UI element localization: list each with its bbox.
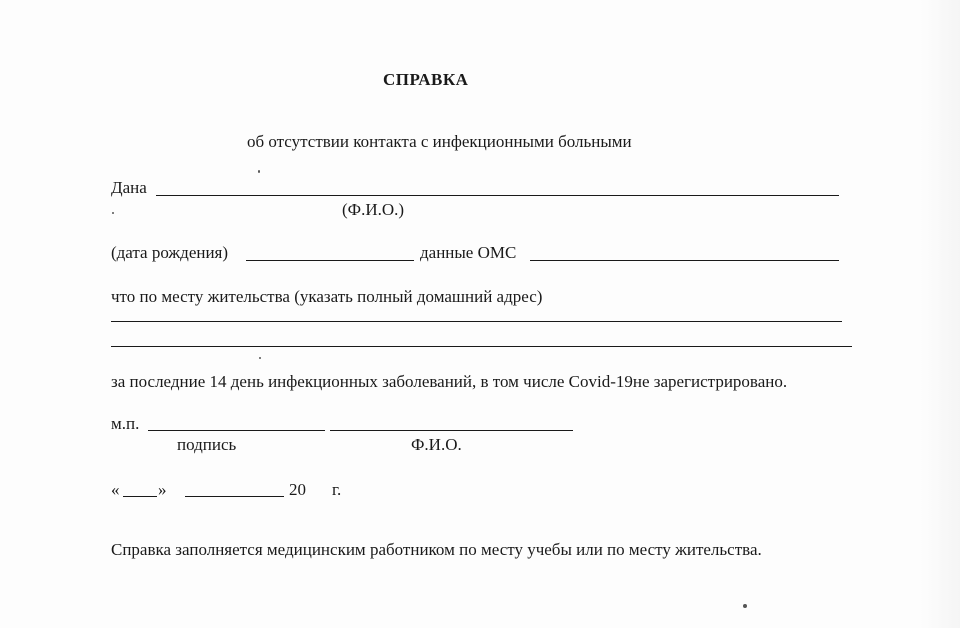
statement-text: за последние 14 день инфекционных заболеваний, в том числе Covid-19не зарегистрировано. xyxy=(111,372,788,391)
oms-label: данные ОМС xyxy=(420,243,517,262)
fio-caption: (Ф.И.О.) xyxy=(342,200,405,219)
signature-caption: подпись xyxy=(177,435,237,454)
signature-fio-caption: Ф.И.О. xyxy=(411,435,462,454)
signature-blank-line xyxy=(148,430,325,431)
year-suffix: г. xyxy=(332,480,342,499)
scan-speck xyxy=(743,604,747,608)
oms-blank-line xyxy=(530,260,839,261)
day-blank-line xyxy=(123,496,157,497)
stamp-label: м.п. xyxy=(111,414,140,433)
birthdate-blank-line xyxy=(246,260,414,261)
document-title: СПРАВКА xyxy=(383,70,469,89)
scan-edge-shadow xyxy=(920,0,960,628)
fio-blank-line xyxy=(156,195,839,196)
address-blank-line-2 xyxy=(111,346,852,347)
issued-to-label: Дана xyxy=(111,178,147,197)
date-open-quote: « xyxy=(111,480,120,499)
date-close-quote: » xyxy=(158,480,167,499)
month-blank-line xyxy=(185,496,284,497)
footer-note: Справка заполняется медицинским работником по месту учебы или по месту жительства. xyxy=(111,540,762,559)
scan-speck xyxy=(112,212,114,214)
year-prefix: 20 xyxy=(289,480,306,499)
document-subtitle: об отсутствии контакта с инфекционными больными xyxy=(247,132,632,151)
signature-fio-blank-line xyxy=(330,430,573,431)
birthdate-label: (дата рождения) xyxy=(111,243,229,262)
address-blank-line-1 xyxy=(111,321,842,322)
address-label: что по месту жительства (указать полный домашний адрес) xyxy=(111,287,543,306)
scan-speck xyxy=(259,357,261,359)
scan-speck xyxy=(258,170,260,173)
